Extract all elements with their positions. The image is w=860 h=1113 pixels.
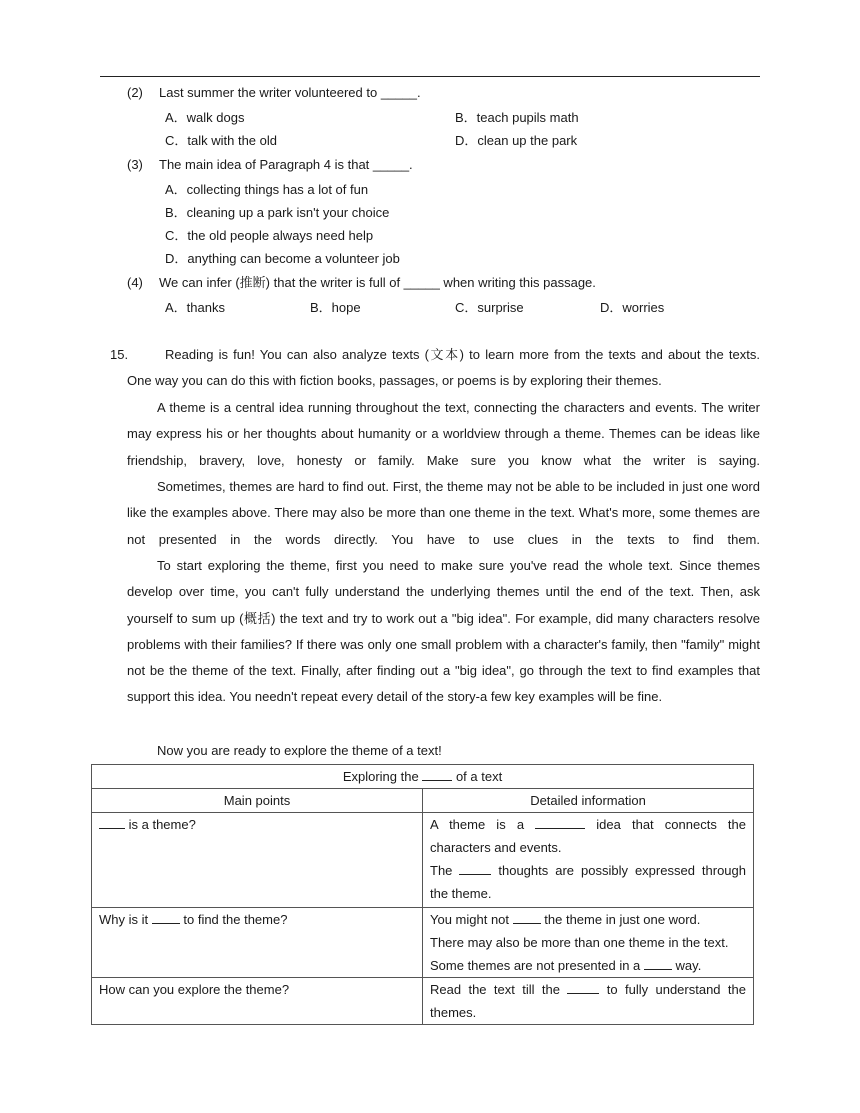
row2-detail [423, 908, 754, 978]
table-title-row [92, 765, 754, 789]
row2-detail-1b: the theme in just one word. [544, 912, 701, 927]
q2-stem: Last summer the writer volunteered to _____. [159, 85, 421, 100]
row3-detail-line-1 [430, 978, 746, 1001]
row3-detail-1b: to fully understand the [606, 982, 746, 997]
answer-blank[interactable] [422, 767, 452, 781]
row1-detail-3b: thoughts are possibly expressed through [498, 863, 746, 878]
q4-stem: We can infer (推断) that the writer is full of _____ when writing this passage. [159, 275, 596, 290]
q15-paragraph-5: Now you are ready to explore the theme of a text! [157, 743, 442, 758]
row1-main [92, 813, 423, 908]
q15-number: 15. [110, 347, 129, 362]
row2-detail-3a: Some themes are not presented in a [430, 958, 641, 973]
q15-paragraph-1-rest: One way you can do this with fiction books, passages, or poems is by exploring their themes. [127, 373, 662, 388]
q2-option-c: C．talk with the old [165, 133, 277, 148]
table-row [92, 908, 754, 978]
table-header-row [92, 789, 754, 813]
row2-detail-line-2: There may also be more than one theme in the text. [430, 935, 729, 950]
row2-detail-1a: You might not [430, 912, 510, 927]
answer-blank[interactable] [644, 956, 672, 970]
row1-detail-line-4: the theme. [430, 886, 492, 901]
answer-blank[interactable] [567, 980, 599, 994]
row1-detail-line-1 [430, 813, 746, 836]
row2-detail-line-1 [430, 908, 746, 931]
q3-number: (3) [127, 157, 143, 172]
row2-main [92, 908, 423, 978]
answer-blank[interactable] [535, 815, 585, 829]
table-title [92, 765, 754, 789]
q2-option-a: A．walk dogs [165, 110, 245, 125]
q3-option-c: C．the old people always need help [165, 228, 374, 243]
row2-main-b: to find the theme? [183, 912, 288, 927]
q3-option-d: D．anything can become a volunteer job [165, 251, 400, 266]
row2-main-a: Why is it [99, 912, 149, 927]
q15-paragraph-1-first-line: Reading is fun! You can also analyze texts (文本) to learn more from the texts and about the texts. [165, 347, 760, 362]
q3-option-b: B．cleaning up a park isn't your choice [165, 205, 390, 220]
row2-detail-line-3 [430, 954, 746, 977]
header-main-points: Main points [92, 789, 423, 813]
q15-paragraph-2: A theme is a central idea running throughout the text, connecting the characters and events. The writer may express his or her thoughts about humanity or a worldview through a theme. Themes can be ideas like friendship, bravery, love, honesty or family. Make sure you know what the writer is saying. [127, 400, 760, 468]
row1-detail-1b: idea that connects the [596, 817, 747, 832]
theme-table [91, 764, 754, 1025]
answer-blank[interactable] [513, 910, 541, 924]
table-row [92, 813, 754, 908]
row1-detail [423, 813, 754, 908]
row1-main-text: is a theme? [128, 817, 196, 832]
row1-detail-3a: The [430, 863, 453, 878]
row2-detail-3b: way. [675, 958, 702, 973]
answer-blank[interactable] [99, 815, 125, 829]
answer-blank[interactable] [152, 910, 180, 924]
answer-blank[interactable] [459, 861, 491, 875]
row1-detail-1a: A theme is a [430, 817, 525, 832]
row1-detail-line-2: characters and events. [430, 840, 562, 855]
q3-option-a: A．collecting things has a lot of fun [165, 182, 369, 197]
row3-detail-line-2: themes. [430, 1005, 477, 1020]
q4-option-d: D．worries [600, 300, 665, 315]
q4-option-c: C．surprise [455, 300, 524, 315]
q2-option-d: D．clean up the park [455, 133, 578, 148]
q15-paragraph-4: To start exploring the theme, first you need to make sure you've read the whole text. Since themes develop over time, you can't fully understand the underlying themes until the end of the text. Then, ask yourself to sum up (概括) the text and try to work out a "big idea". For example, did many characters resolve problems with their families? If there was only one small problem with a character's family, then "family" might not be the theme of the text. Finally, after finding out a "big idea", go through the text to find examples that support this idea. You needn't repeat every detail of the story-a few key examples will be fine. [127, 558, 760, 705]
q4-option-a: A．thanks [165, 300, 225, 315]
q4-option-b: B．hope [310, 300, 361, 315]
q3-stem: The main idea of Paragraph 4 is that _____. [159, 157, 413, 172]
table-row [92, 978, 754, 1025]
row3-detail-1a: Read the text till the [430, 982, 560, 997]
row1-detail-line-3 [430, 859, 746, 882]
table-title-end: of a text [455, 769, 503, 784]
q15-paragraph-3: Sometimes, themes are hard to find out. First, the theme may not be able to be included in just one word like the examples above. There may also be more than one theme in the text. What's more, some themes are not presented in the words directly. You have to use clues in the texts to find them. [127, 479, 760, 547]
q4-number: (4) [127, 275, 143, 290]
q2-number: (2) [127, 85, 143, 100]
row3-main: How can you explore the theme? [92, 978, 423, 1025]
header-detailed-information: Detailed information [423, 789, 754, 813]
q2-option-b: B．teach pupils math [455, 110, 579, 125]
table-title-start: Exploring the [342, 769, 419, 784]
row3-detail [423, 978, 754, 1025]
header-rule [100, 76, 760, 77]
